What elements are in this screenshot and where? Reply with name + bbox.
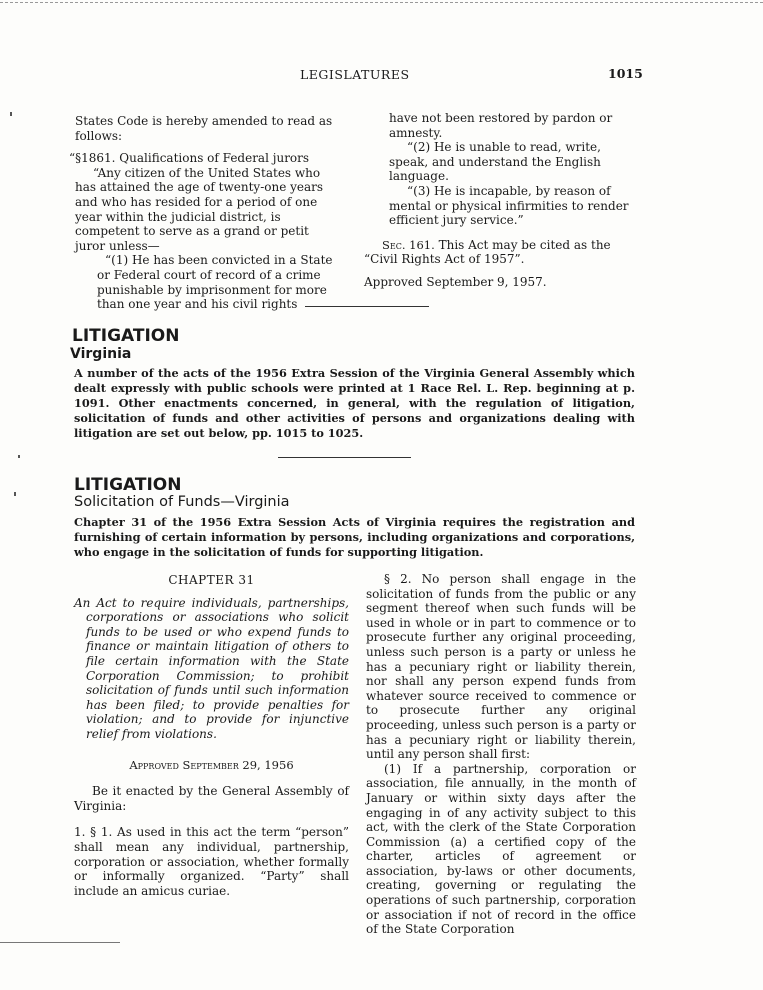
approval-line: Approved September 29, 1956 [129,757,294,772]
section-1: 1. § 1. As used in this act the term “person” shall mean any individual, partnership, corporation or association, whether formally or informally organized. “Party” shall include an amicus curiae. [74,825,349,898]
divider [305,306,429,307]
bottom-left-column [74,573,349,898]
section-heading: LITIGATION [74,475,182,495]
act-title: An Act to require individuals, partnerships, corporations or associations who solicit funds to be used or who expend funds to finance or maintain litigation of others to file certain information with the State Corporation Commission; to prohibit solicitation of funds until such information has been filed; to provide penalties for violation; and to provide for injunctive relief from violations. [74,595,349,741]
section-subheading: Solicitation of Funds—Virginia [74,494,290,510]
top-right-column [364,111,635,290]
paragraph: States Code is hereby amended to read as follows: [75,114,333,143]
section-subheading: Virginia [70,346,132,362]
enacting-clause: Be it enacted by the General Assembly of Virginia: [74,784,349,813]
paragraph: “§1861. Qualifications of Federal jurors [69,151,310,166]
section-text: This Act may be cited as the “Civil Rights Act of 1957”. [364,237,611,267]
running-header: LEGISLATURES [300,67,410,82]
paragraph [364,238,635,267]
paragraph: “(1) He has been convicted in a State or Federal court of record of a crime punishable by imprisonment for more than one year and his civil rights [97,253,333,312]
bottom-right-column [366,572,636,937]
section-heading: LITIGATION [72,326,180,346]
margin-mark [18,455,20,458]
divider [278,457,411,458]
section-2: § 2. No person shall engage in the solicitation of funds from the public or any segment thereof when such funds will be used in whole or in part to commence or to prosecute further any original proceeding, unless such person is a party or unless he has a pecuniary right or liability therein, nor shall any person expend funds from whatever source received to commence or to prosecute further any original proceeding, unless such person is a party or has a pecuniary right or liability therein, until any person shall first: [366,572,636,762]
chapter-heading: CHAPTER 31 [168,573,255,587]
margin-mark [14,492,16,496]
section-summary: Chapter 31 of the 1956 Extra Session Acts of Virginia requires the registration and furnishing of certain information by persons, including organizations and corporations, who engage in the solicitation of funds for supporting litigation. [74,515,635,559]
margin-mark [10,112,12,116]
paragraph: “(3) He is incapable, by reason of mental or physical infirmities to render efficient jury service.” [389,183,629,228]
paragraph: “(2) He is unable to read, write, speak, and understand the English language. [389,140,601,184]
margin-line [0,942,120,943]
paragraph: “Any citizen of the United States who has attained the age of twenty-one years and who has resided for a period of one year within the judicial district, is competent to serve as a grand or petit juror unless— [75,165,324,253]
scan-top-edge [0,2,763,3]
section-2-clause-1: (1) If a partnership, corporation or association, file annually, in the month of January or within sixty days after the engaging in of any activity subject to this act, with the clerk of the State Corporation Commission (a) a certified copy of the charter, articles of agreement or association, by-laws or other documents, creating, governing or regulating the operations of such partnership, corporation or association if not of record in the office of the State Corporation [366,761,636,937]
paragraph: have not been restored by pardon or amnesty. [389,111,613,140]
page-number: 1015 [608,66,643,81]
approval-date: Approved September 9, 1957. [364,274,547,289]
section-summary: A number of the acts of the 1956 Extra Session of the Virginia General Assembly which dealt expressly with public schools were printed at 1 Race Rel. L. Rep. beginning at p. 1091. Other enactments concerned, in general, with the regulation of litigation, solicitation of funds and other activities of persons and organizations dealing with litigation are set out below, pp. 1015 to 1025. [74,366,635,440]
section-label: Sec. 161. [382,237,435,252]
top-left-column [69,114,337,312]
